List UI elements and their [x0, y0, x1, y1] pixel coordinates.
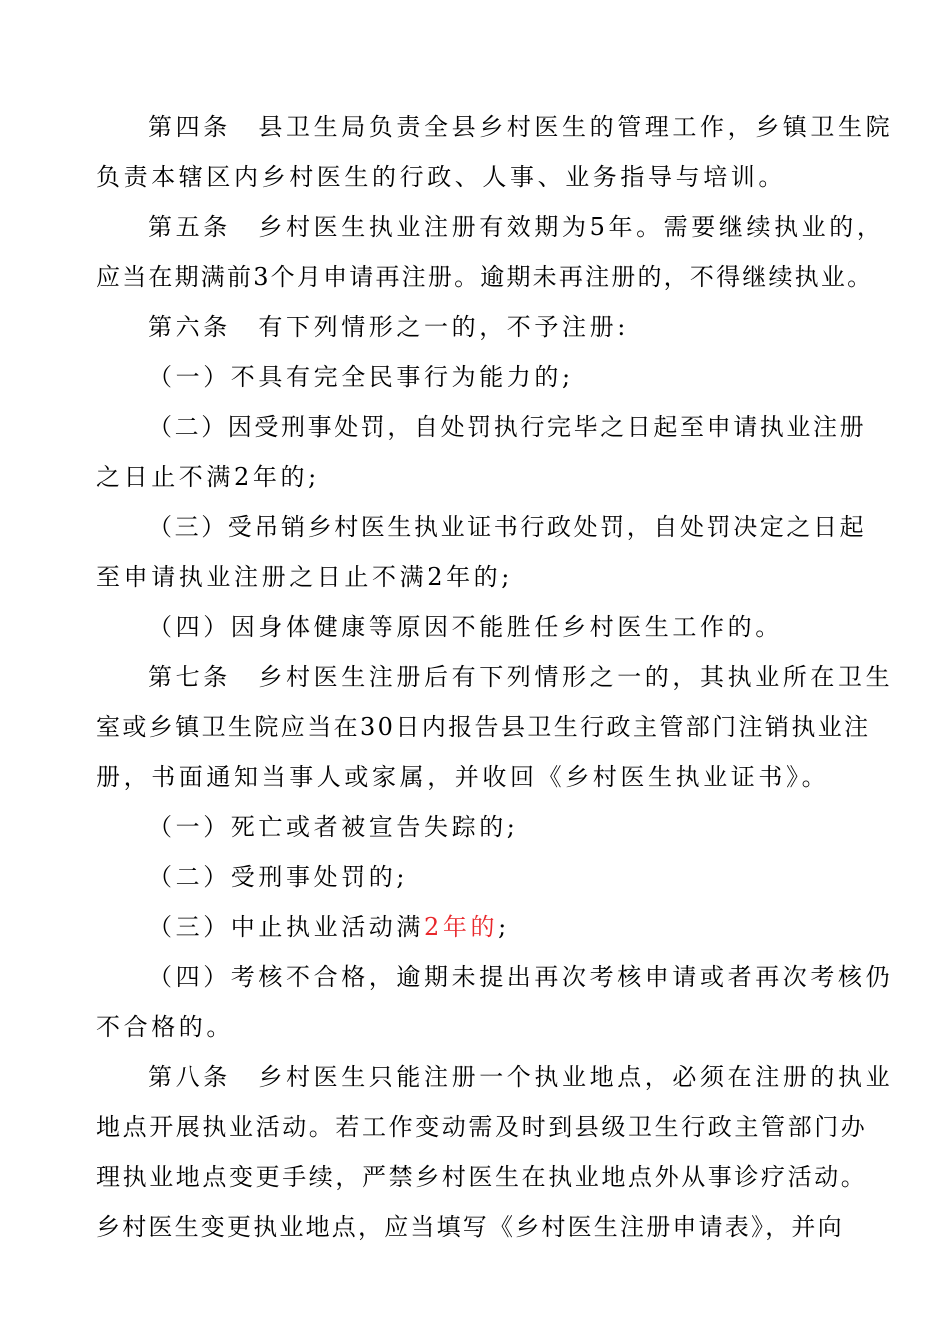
- text-line: 册，书面通知当事人或家属，并收回《乡村医生执业证书》。: [96, 763, 830, 791]
- text-line: 室或乡镇卫生院应当在30日内报告县卫生行政主管部门注销执业注: [96, 713, 871, 741]
- text-line: （二）受刑事处罚的;: [148, 863, 409, 891]
- text-line: 应当在期满前3个月申请再注册。逾期未再注册的，不得继续执业。: [96, 263, 874, 291]
- text-line: [148, 910, 510, 944]
- text-line: 地点开展执业活动。若工作变动需及时到县级卫生行政主管部门办: [96, 1113, 868, 1141]
- highlighted-text: 2年的: [424, 913, 499, 941]
- text-segment: ;: [498, 913, 510, 941]
- text-line: （一）不具有完全民事行为能力的;: [148, 363, 574, 391]
- text-line: 理执业地点变更手续，严禁乡村医生在执业地点外从事诊疗活动。: [96, 1163, 868, 1191]
- text-line: 第五条 乡村医生执业注册有效期为5年。需要继续执业的，: [148, 213, 885, 241]
- text-line: （四）因身体健康等原因不能胜任乡村医生工作的。: [148, 613, 783, 641]
- text-line: （二）因受刑事处罚，自处罚执行完毕之日起至申请执业注册: [148, 413, 867, 441]
- text-line: （一）死亡或者被宣告失踪的;: [148, 813, 519, 841]
- text-line: 乡村医生变更执业地点，应当填写《乡村医生注册申请表》，并向: [96, 1213, 844, 1241]
- text-line: 之日止不满2年的;: [96, 463, 320, 491]
- text-line: （四）考核不合格，逾期未提出再次考核申请或者再次考核仍: [148, 963, 894, 991]
- text-line: 第七条 乡村医生注册后有下列情形之一的，其执业所在卫生: [148, 663, 894, 691]
- text-line: 至申请执业注册之日止不满2年的;: [96, 563, 513, 591]
- text-line: （三）受吊销乡村医生执业证书行政处罚，自处罚决定之日起: [148, 513, 867, 541]
- text-line: 第四条 县卫生局负责全县乡村医生的管理工作，乡镇卫生院: [148, 113, 894, 141]
- text-line: 第八条 乡村医生只能注册一个执业地点，必须在注册的执业: [148, 1063, 894, 1091]
- text-line: 第六条 有下列情形之一的，不予注册:: [148, 313, 629, 341]
- text-line: 负责本辖区内乡村医生的行政、人事、业务指导与培训。: [96, 163, 786, 191]
- text-line: 不合格的。: [96, 1013, 234, 1041]
- text-segment: （三）中止执业活动满: [148, 913, 424, 941]
